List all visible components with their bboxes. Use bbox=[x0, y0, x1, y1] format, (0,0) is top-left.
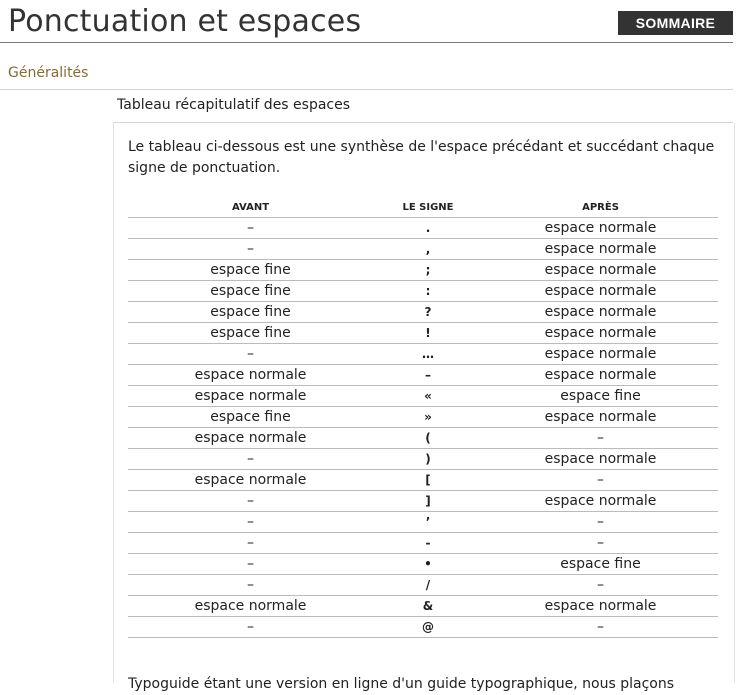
cell-sign: - bbox=[373, 533, 483, 554]
table-row bbox=[128, 533, 718, 554]
cell-sign: … bbox=[373, 344, 483, 365]
cell-after: espace normale bbox=[483, 260, 718, 281]
cell-sign: . bbox=[373, 218, 483, 239]
cell-sign: & bbox=[373, 596, 483, 617]
cell-sign: [ bbox=[373, 470, 483, 491]
table-header-row bbox=[128, 197, 718, 218]
cell-after: espace fine bbox=[483, 386, 718, 407]
cell-sign: , bbox=[373, 239, 483, 260]
cell-before: – bbox=[128, 239, 373, 260]
cell-after: – bbox=[483, 512, 718, 533]
cell-after: – bbox=[483, 470, 718, 491]
table-row bbox=[128, 617, 718, 638]
cell-before: espace fine bbox=[128, 407, 373, 428]
table-row bbox=[128, 575, 718, 596]
cell-after: espace normale bbox=[483, 344, 718, 365]
table-row bbox=[128, 281, 718, 302]
cell-sign: • bbox=[373, 554, 483, 575]
column-header-after: APRÈS bbox=[483, 197, 718, 218]
summary-button[interactable]: SOMMAIRE bbox=[618, 11, 733, 35]
cell-after: – bbox=[483, 533, 718, 554]
cell-after: espace normale bbox=[483, 449, 718, 470]
cell-before: espace normale bbox=[128, 365, 373, 386]
cell-before: espace fine bbox=[128, 323, 373, 344]
page-header bbox=[0, 0, 733, 43]
cell-before: – bbox=[128, 491, 373, 512]
cell-sign: ! bbox=[373, 323, 483, 344]
table-row bbox=[128, 407, 718, 428]
section-title[interactable]: Généralités bbox=[8, 65, 89, 81]
cell-before: espace normale bbox=[128, 428, 373, 449]
cell-sign: ( bbox=[373, 428, 483, 449]
cell-sign: @ bbox=[373, 617, 483, 638]
cell-before: espace normale bbox=[128, 470, 373, 491]
page-title: Ponctuation et espaces bbox=[8, 4, 362, 39]
cell-after: espace normale bbox=[483, 218, 718, 239]
table-body bbox=[128, 218, 718, 638]
cell-after: espace normale bbox=[483, 365, 718, 386]
cell-sign: / bbox=[373, 575, 483, 596]
cell-before: – bbox=[128, 344, 373, 365]
cell-before: – bbox=[128, 449, 373, 470]
cell-after: espace normale bbox=[483, 323, 718, 344]
table-row bbox=[128, 323, 718, 344]
cell-before: – bbox=[128, 512, 373, 533]
cell-before: – bbox=[128, 554, 373, 575]
cell-after: – bbox=[483, 428, 718, 449]
table-row bbox=[128, 554, 718, 575]
cell-after: espace normale bbox=[483, 302, 718, 323]
cell-before: – bbox=[128, 575, 373, 596]
table-row bbox=[128, 512, 718, 533]
cell-sign: – bbox=[373, 365, 483, 386]
footer-text: Typoguide étant une version en ligne d'un guide typographique, nous plaçons bbox=[128, 676, 675, 692]
cell-sign: « bbox=[373, 386, 483, 407]
table-row bbox=[128, 344, 718, 365]
cell-before: – bbox=[128, 533, 373, 554]
cell-after: – bbox=[483, 575, 718, 596]
table-row bbox=[128, 428, 718, 449]
table-row bbox=[128, 302, 718, 323]
table-row bbox=[128, 260, 718, 281]
table-row bbox=[128, 596, 718, 617]
subsection-bar bbox=[113, 90, 733, 123]
cell-before: – bbox=[128, 617, 373, 638]
table-row bbox=[128, 449, 718, 470]
cell-before: espace fine bbox=[128, 302, 373, 323]
intro-text: Le tableau ci-dessous est une synthèse de l'espace précédant et succédant chaque signe de ponctuation. bbox=[128, 139, 715, 176]
cell-before: espace fine bbox=[128, 260, 373, 281]
cell-after: – bbox=[483, 617, 718, 638]
cell-sign: ) bbox=[373, 449, 483, 470]
cell-sign: ] bbox=[373, 491, 483, 512]
cell-after: espace normale bbox=[483, 281, 718, 302]
cell-after: espace normale bbox=[483, 239, 718, 260]
table-row bbox=[128, 239, 718, 260]
table-row bbox=[128, 470, 718, 491]
column-header-sign: LE SIGNE bbox=[373, 197, 483, 218]
cell-after: espace normale bbox=[483, 596, 718, 617]
spacing-table bbox=[128, 197, 718, 638]
subsection-title: Tableau récapitulatif des espaces bbox=[117, 97, 351, 113]
cell-sign: ; bbox=[373, 260, 483, 281]
table-row bbox=[128, 491, 718, 512]
section-bar bbox=[0, 43, 733, 90]
cell-after: espace normale bbox=[483, 491, 718, 512]
cell-after: espace normale bbox=[483, 407, 718, 428]
cell-before: espace normale bbox=[128, 386, 373, 407]
cell-sign: » bbox=[373, 407, 483, 428]
cell-after: espace fine bbox=[483, 554, 718, 575]
content-panel bbox=[113, 123, 735, 692]
cell-sign: ’ bbox=[373, 512, 483, 533]
column-header-before: AVANT bbox=[128, 197, 373, 218]
cell-before: espace normale bbox=[128, 596, 373, 617]
cell-sign: : bbox=[373, 281, 483, 302]
cell-before: – bbox=[128, 218, 373, 239]
cell-sign: ? bbox=[373, 302, 483, 323]
cell-before: espace fine bbox=[128, 281, 373, 302]
table-row bbox=[128, 365, 718, 386]
table-row bbox=[128, 218, 718, 239]
table-row bbox=[128, 386, 718, 407]
